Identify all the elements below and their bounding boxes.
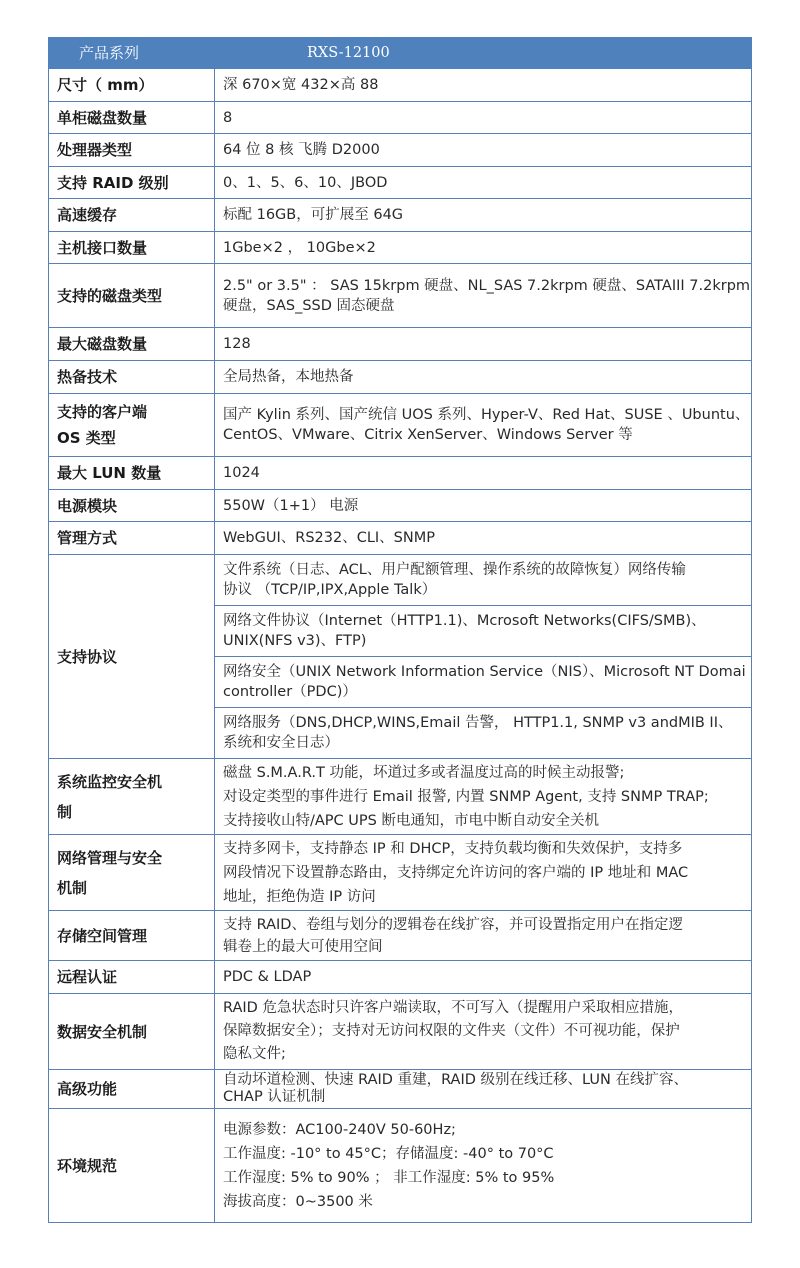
value-line: controller（PDC)）: [223, 684, 357, 700]
header-value: RXS-12100: [215, 38, 752, 69]
value-line: 对设定类型的事件进行 Email 报警, 内置 SNMP Agent, 支持 SNMP TRAP;: [223, 788, 709, 805]
value-line: 地址，拒绝伪造 IP 访问: [223, 888, 376, 905]
row-label: 热备技术: [49, 361, 215, 394]
table-header-row: [49, 38, 752, 69]
table-row: [49, 911, 752, 961]
table-row: [49, 835, 752, 911]
row-label: 最大 LUN 数量: [49, 457, 215, 490]
row-value: [215, 1070, 752, 1109]
row-label: [49, 394, 215, 457]
value-line: CHAP 认证机制: [223, 1089, 326, 1105]
label-line: 支持的客户端: [57, 403, 148, 421]
row-value: 550W（1+1） 电源: [215, 490, 752, 522]
value-line: 支持接收山特/APC UPS 断电通知，市电中断自动安全关机: [223, 812, 599, 829]
table-row: [49, 1109, 752, 1223]
table-row: [49, 522, 752, 555]
value-line: 国产 Kylin 系列、国产统信 UOS 系列、Hyper-V、Red Hat、SUSE 、Ubuntu、: [223, 407, 750, 423]
value-line: 2.5" or 3.5" ： SAS 15krpm 硬盘、NL_SAS 7.2krpm 硬盘、SATAIII 7.2krpm: [223, 277, 751, 294]
value-line: 工作湿度: 5% to 90% ； 非工作湿度: 5% to 95%: [223, 1169, 555, 1186]
label-line: OS 类型: [57, 429, 116, 447]
table-row: [49, 134, 752, 167]
table-row: [49, 394, 752, 457]
row-value: 64 位 8 核 飞腾 D2000: [215, 134, 752, 167]
label-line: 网络管理与安全: [57, 848, 163, 867]
protocol-item: [215, 606, 752, 657]
row-value: 标配 16GB，可扩展至 64G: [215, 199, 752, 232]
value-line: 系统和安全日志）: [223, 735, 339, 751]
header-label: 产品系列: [49, 38, 215, 69]
row-value: 1024: [215, 457, 752, 490]
protocol-item: [215, 555, 752, 606]
value-line: 网络文件协议（Internet（HTTP1.1)、Mcrosoft Networks(CIFS/SMB)、: [223, 613, 706, 629]
value-line: 文件系统（日志、ACL、用户配额管理、操作系统的故障恢复）网络传输: [223, 562, 686, 578]
row-value: 深 670×宽 432×高 88: [215, 69, 752, 102]
label-line: 机制: [57, 878, 88, 897]
row-value: [215, 911, 752, 961]
row-label: 主机接口数量: [49, 232, 215, 264]
table-row: [49, 759, 752, 835]
row-value: 8: [215, 102, 752, 134]
label-line: 系统监控安全机: [57, 772, 163, 791]
row-value: [215, 264, 752, 328]
row-value: [215, 1109, 752, 1223]
row-value: WebGUI、RS232、CLI、SNMP: [215, 522, 752, 555]
row-value: 全局热备，本地热备: [215, 361, 752, 394]
table-row: [49, 361, 752, 394]
table-row: [49, 994, 752, 1070]
row-label: 环境规范: [49, 1109, 215, 1223]
value-line: 协议 （TCP/IP,IPX,Apple Talk）: [223, 582, 437, 598]
row-label: 数据安全机制: [49, 994, 215, 1070]
value-line: 工作温度: -10° to 45°C；存储温度: -40° to 70°C: [223, 1145, 554, 1162]
protocol-item: [215, 708, 752, 759]
value-line: 辑卷上的最大可使用空间: [223, 938, 383, 955]
value-line: 网络服务（DNS,DHCP,WINS,Email 告警， HTTP1.1, SNMP v3 andMIB II、: [223, 715, 733, 731]
row-label: 支持 RAID 级别: [49, 167, 215, 199]
row-label: 高级功能: [49, 1070, 215, 1109]
table-row: [49, 102, 752, 134]
row-label: 管理方式: [49, 522, 215, 555]
table-row: [49, 1070, 752, 1109]
table-row: [49, 490, 752, 522]
value-line: RAID 危急状态时只许客户端读取，不可写入（提醒用户采取相应措施，: [223, 1000, 683, 1016]
value-line: 电源参数：AC100-240V 50-60Hz;: [223, 1121, 456, 1138]
row-label: 处理器类型: [49, 134, 215, 167]
value-line: CentOS、VMware、Citrix XenServer、Windows Server 等: [223, 427, 633, 443]
row-value: PDC & LDAP: [215, 961, 752, 994]
value-line: 支持 RAID、卷组与划分的逻辑卷在线扩容，并可设置指定用户在指定逻: [223, 916, 683, 933]
table-row: [49, 555, 752, 606]
value-line: 保障数据安全）；支持对无访问权限的文件夹（文件）不可视功能，保护: [223, 1023, 680, 1039]
row-value: [215, 835, 752, 911]
row-label: 支持协议: [49, 555, 215, 759]
row-label: 远程认证: [49, 961, 215, 994]
row-value: [215, 994, 752, 1070]
row-value: 128: [215, 328, 752, 361]
table-row: [49, 69, 752, 102]
table-row: [49, 457, 752, 490]
row-label: 尺寸（ mm）: [49, 69, 215, 102]
value-line: 支持多网卡，支持静态 IP 和 DHCP，支持负载均衡和失效保护，支持多: [223, 840, 683, 857]
row-label: 存储空间管理: [49, 911, 215, 961]
row-value: [215, 759, 752, 835]
row-value: 1Gbe×2 ， 10Gbe×2: [215, 232, 752, 264]
spec-table: [48, 37, 752, 1223]
row-label: 电源模块: [49, 490, 215, 522]
table-row: [49, 232, 752, 264]
row-label: 支持的磁盘类型: [49, 264, 215, 328]
value-line: 隐私文件;: [223, 1046, 286, 1062]
row-label: 高速缓存: [49, 199, 215, 232]
value-line: 海拔高度：0~3500 米: [223, 1193, 373, 1210]
protocol-item: [215, 657, 752, 708]
table-row: [49, 199, 752, 232]
row-value: 0、1、5、6、10、JBOD: [215, 167, 752, 199]
value-line: 网段情况下设置静态路由，支持绑定允许访问的客户端的 IP 地址和 MAC: [223, 864, 689, 881]
row-label: 单柜磁盘数量: [49, 102, 215, 134]
table-row: [49, 328, 752, 361]
label-line: 制: [57, 802, 73, 821]
value-line: UNIX(NFS v3)、FTP): [223, 633, 367, 649]
value-line: 硬盘，SAS_SSD 固态硬盘: [223, 297, 395, 314]
table-row: [49, 264, 752, 328]
row-label: [49, 835, 215, 911]
table-row: [49, 167, 752, 199]
value-line: 磁盘 S.M.A.R.T 功能，坏道过多或者温度过高的时候主动报警;: [223, 764, 625, 781]
table-row: [49, 961, 752, 994]
row-label: [49, 759, 215, 835]
row-label: 最大磁盘数量: [49, 328, 215, 361]
value-line: 网络安全（UNIX Network Information Service（NIS）、Microsoft NT Domai: [223, 664, 746, 680]
row-value: [215, 394, 752, 457]
value-line: 自动坏道检测、快速 RAID 重建，RAID 级别在线迁移、LUN 在线扩容、: [223, 1072, 688, 1088]
